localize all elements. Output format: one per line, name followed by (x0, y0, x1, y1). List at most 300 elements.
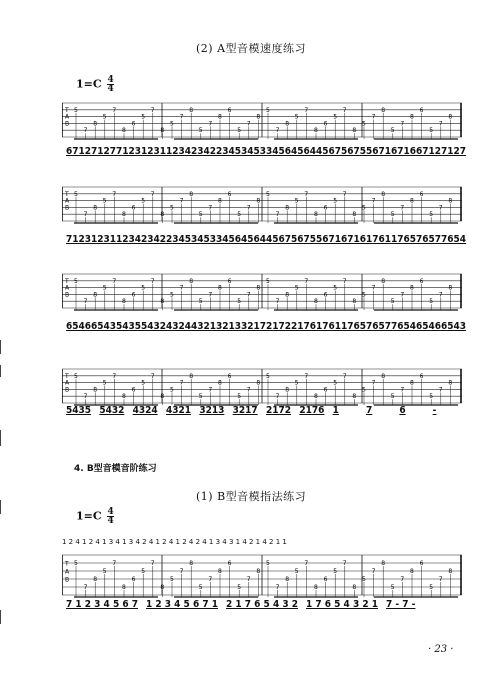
fret-number: 6 (131, 291, 136, 299)
fret-number: 8 (314, 393, 318, 401)
fret-number: 7 (83, 298, 88, 306)
fret-number: 7 (400, 386, 405, 394)
notation-group: 7657 (416, 234, 442, 245)
fret-number: 5 (362, 120, 366, 128)
fret-number: 8 (160, 211, 165, 219)
fret-number: 6 (323, 576, 328, 583)
fret-number: 5 (333, 284, 338, 292)
fret-number: 8 (122, 393, 126, 401)
fret-number: 7 (371, 284, 376, 292)
notation-group: 3213 (199, 405, 225, 416)
fret-number: 8 (285, 576, 290, 583)
fret-number: 5 (362, 291, 366, 299)
key-signature (76, 508, 114, 525)
fret-number: 7 (83, 393, 88, 401)
notation-group: 6546 (66, 321, 92, 332)
fret-number: 8 (256, 568, 261, 575)
fret-number: 5 (170, 386, 174, 394)
fret-number: 8 (448, 568, 453, 575)
fret-number: 5 (102, 568, 107, 575)
fret-number: 7 (246, 204, 251, 212)
notation-group: 6 (399, 405, 406, 416)
fret-number: 7 (371, 113, 376, 121)
fret-number: 7 (246, 386, 251, 394)
tab-staff-svg (62, 366, 462, 406)
fret-number: 5 (170, 291, 174, 299)
fret-number: 8 (218, 568, 222, 575)
fret-number: 7 (150, 106, 155, 114)
fret-number: 5 (102, 284, 107, 292)
tab-clef: A (65, 113, 70, 121)
fret-number: 7 (304, 560, 309, 567)
fret-number: 8 (93, 386, 98, 394)
fret-number: 8 (381, 106, 386, 114)
notation-group: 3456 (266, 146, 292, 157)
fret-number: 8 (122, 584, 126, 591)
fret-number: 7 (275, 393, 280, 401)
fret-number: 5 (429, 584, 434, 591)
fret-number: 7 (400, 576, 405, 583)
fret-number: 5 (333, 197, 338, 205)
fret-number: 8 (285, 291, 290, 299)
fret-number: 5 (198, 393, 203, 401)
fret-number: 8 (93, 576, 98, 583)
tab-clef: T (65, 190, 69, 198)
fret-number: 8 (160, 393, 165, 401)
fret-number: 5 (141, 568, 146, 575)
fret-number: 7 (179, 379, 184, 387)
fret-number: 6 (227, 190, 232, 198)
fret-number: 5 (390, 393, 395, 401)
notation-group: 1 7 6 5 4 3 2 1 (306, 599, 378, 610)
tab-clef: B (65, 291, 70, 299)
fret-number: 7 (150, 560, 155, 567)
fret-number: 5 (141, 197, 146, 205)
fret-number: 5 (294, 284, 299, 292)
fret-number: 8 (285, 204, 290, 212)
notation-group: 1761 (316, 321, 342, 332)
notation-row-1 (62, 146, 467, 164)
fret-number: 7 (275, 298, 280, 306)
fret-number: 7 (304, 190, 309, 198)
fret-number: 5 (170, 204, 174, 212)
fret-number: 8 (122, 127, 126, 135)
fret-number: 7 (246, 576, 251, 583)
fret-number: 8 (314, 127, 318, 135)
fret-number: 7 (112, 372, 117, 380)
notation-group: 7127 (441, 146, 467, 157)
fret-number: 7 (112, 106, 117, 114)
notation-group: 5675 (341, 146, 367, 157)
fret-number: 7 (400, 120, 405, 128)
notation-group: 5435 (116, 321, 142, 332)
fret-number: 7 (150, 190, 155, 198)
fret-number: 5 (294, 379, 299, 387)
fret-number: 7 (438, 386, 443, 394)
fret-number: 8 (189, 372, 194, 380)
fret-number: 7 (83, 127, 88, 135)
fret-number: 8 (160, 298, 165, 306)
notation-group: 3456 (216, 234, 242, 245)
fret-number: 7 (438, 204, 443, 212)
notation-group: - (432, 405, 437, 416)
notation-group: 5675 (291, 234, 317, 245)
tab-clef: A (65, 379, 70, 387)
tab-staff-4 (62, 366, 462, 406)
notation-group: 3453 (191, 234, 217, 245)
fret-number: 8 (314, 298, 318, 306)
notation-group: 5432 (99, 405, 125, 416)
key-label: 1=C (76, 509, 102, 523)
fret-number: 5 (102, 197, 107, 205)
fret-number: 8 (448, 284, 453, 292)
fret-number: 5 (294, 113, 299, 121)
fret-number: 5 (198, 127, 203, 135)
notation-group: 5435 (66, 405, 92, 416)
tab-clef: B (65, 386, 70, 394)
fret-number: 7 (112, 277, 117, 285)
tab-clef: A (65, 568, 70, 576)
tab-clef: B (65, 120, 70, 128)
notation-group: 4564 (291, 146, 317, 157)
notation-group: 2342 (191, 146, 217, 157)
fret-number: 6 (419, 372, 424, 380)
fret-number: 5 (333, 113, 338, 121)
notation-group: 5432 (141, 321, 167, 332)
tab-clef: T (65, 372, 69, 380)
scan-mark (0, 500, 1, 514)
fret-number: 7 (400, 204, 405, 212)
notation-group: 6716 (391, 146, 417, 157)
tab-clef: A (65, 197, 70, 205)
fret-number: 7 (438, 291, 443, 299)
fret-number: 5 (237, 127, 242, 135)
notation-group: 1231 (141, 146, 167, 157)
notation-group: 4567 (316, 146, 342, 157)
fret-number: 6 (227, 372, 232, 380)
fret-number: 5 (266, 277, 270, 285)
notation-group: 1234 (166, 146, 192, 157)
notation-group: 7 - 7 - (386, 599, 416, 610)
tab-clef: T (65, 106, 69, 114)
fret-number: 8 (410, 568, 414, 575)
fret-number: 8 (160, 584, 165, 591)
notation-group: 4564 (241, 234, 267, 245)
fret-number: 6 (227, 106, 232, 114)
fret-number: 8 (122, 211, 126, 219)
fret-number: 7 (83, 211, 88, 219)
fret-number: 5 (74, 190, 78, 198)
notation-row-3 (62, 321, 467, 339)
notation-group: 1765 (341, 321, 367, 332)
fret-number: 8 (189, 190, 194, 198)
fret-number: 8 (448, 113, 453, 121)
fret-number: 7 (304, 277, 309, 285)
fret-number: 7 (342, 190, 347, 198)
fret-number: 5 (237, 298, 242, 306)
notation-group: 2345 (216, 146, 242, 157)
notation-group: 1 (332, 405, 339, 416)
fret-number: 8 (352, 127, 357, 135)
fret-number: 5 (429, 393, 434, 401)
notation-group: 6543 (441, 321, 467, 332)
fret-number: 6 (323, 120, 328, 128)
notation-group: 7654 (391, 321, 417, 332)
notation-group: 1234 (116, 234, 142, 245)
notation-group: 4567 (266, 234, 292, 245)
tab-clef: A (65, 284, 70, 292)
fret-number: 5 (141, 284, 146, 292)
fret-number: 7 (275, 211, 280, 219)
fret-number: 5 (429, 211, 434, 219)
fret-number: 7 (371, 197, 376, 205)
fret-number: 7 (371, 379, 376, 387)
notation-group: 7127 (91, 146, 117, 157)
fret-number: 8 (218, 284, 222, 292)
fret-number: 8 (410, 197, 414, 205)
fret-number: 5 (237, 393, 242, 401)
fret-number: 8 (314, 584, 318, 591)
fret-number: 8 (122, 298, 126, 306)
scan-mark (0, 610, 1, 624)
tab-staff-5 (62, 552, 462, 598)
scan-mark (0, 340, 1, 354)
fret-number: 8 (189, 106, 194, 114)
fret-number: 7 (112, 560, 117, 567)
fret-number: 8 (160, 127, 165, 135)
notation-group: 4321 (191, 321, 217, 332)
fret-number: 8 (285, 120, 290, 128)
fret-number: 7 (400, 291, 405, 299)
fret-number: 7 (342, 372, 347, 380)
fret-number: 5 (102, 113, 107, 121)
notation-group: 7657 (366, 321, 392, 332)
notation-group: 1761 (366, 234, 392, 245)
fret-number: 7 (275, 584, 280, 591)
tab-clef: B (65, 204, 70, 212)
notation-group: 7 1 2 3 4 5 6 7 (66, 599, 138, 610)
fret-number: 8 (189, 560, 194, 567)
fret-number: 8 (448, 197, 453, 205)
notation-row-5 (62, 599, 462, 617)
fret-number: 7 (304, 106, 309, 114)
section-title: 4. B型音模音阶练习 (74, 464, 157, 474)
fret-number: 7 (179, 284, 184, 292)
fret-number: 5 (141, 113, 146, 121)
fret-number: 8 (410, 284, 414, 292)
fret-number: 7 (179, 197, 184, 205)
fret-number: 8 (410, 379, 414, 387)
notation-group: 2176 (291, 321, 317, 332)
notation-group: 4324 (132, 405, 158, 416)
fret-number: 5 (333, 568, 338, 575)
notation-group: 3217 (232, 405, 258, 416)
fret-number: 5 (170, 120, 174, 128)
notation-group: 2342 (141, 234, 167, 245)
tab-clef: T (65, 277, 69, 285)
fret-number: 6 (323, 291, 328, 299)
fret-number: 8 (410, 113, 414, 121)
page-number: · 23 · (428, 644, 454, 655)
notation-group: 1765 (391, 234, 417, 245)
fret-number: 7 (342, 277, 347, 285)
fret-number: 7 (246, 120, 251, 128)
fret-number: 6 (131, 386, 136, 394)
fret-number: 5 (74, 372, 78, 380)
time-signature: $\frac{4}{4}$ (107, 507, 114, 526)
notation-group: 3213 (216, 321, 242, 332)
fret-number: 8 (256, 379, 261, 387)
fret-number: 5 (102, 379, 107, 387)
fret-number: 7 (112, 190, 117, 198)
notation-group: 3217 (241, 321, 267, 332)
notation-group: 4324 (166, 321, 192, 332)
fret-number: 7 (208, 576, 213, 583)
fret-number: 6 (419, 190, 424, 198)
tab-staff-svg (62, 184, 462, 224)
notation-group: 7654 (441, 234, 467, 245)
notation-group: 1 2 3 4 5 6 7 1 (146, 599, 218, 610)
notation-group: 6543 (91, 321, 117, 332)
fret-number: 5 (390, 298, 395, 306)
fret-number: 8 (381, 560, 386, 567)
fret-number: 8 (218, 113, 222, 121)
section-heading: (2) A型音模速度练习 (196, 42, 307, 55)
notation-group: 6712 (66, 146, 92, 157)
notation-group: 6546 (416, 321, 442, 332)
notation-group: 5671 (366, 146, 392, 157)
fret-number: 5 (266, 560, 270, 567)
fret-number: 6 (227, 560, 232, 567)
fret-number: 8 (381, 372, 386, 380)
fret-number: 7 (150, 372, 155, 380)
notation-group: 2172 (266, 405, 292, 416)
notation-group: 7123 (66, 234, 92, 245)
fret-number: 7 (179, 568, 184, 575)
fret-number: 8 (448, 379, 453, 387)
fret-number: 5 (429, 298, 434, 306)
fret-number: 8 (352, 298, 357, 306)
fret-number: 5 (362, 204, 366, 212)
fret-number: 7 (83, 584, 88, 591)
fret-number: 5 (294, 197, 299, 205)
tab-clef: T (65, 560, 69, 568)
tab-staff-svg (62, 552, 462, 598)
fret-number: 5 (237, 584, 242, 591)
fret-number: 6 (131, 576, 136, 583)
fret-number: 5 (390, 211, 395, 219)
notation-row-4 (62, 405, 462, 423)
fret-number: 6 (323, 204, 328, 212)
notation-group: 2 1 7 6 5 4 3 2 (226, 599, 298, 610)
tab-staff-svg (62, 100, 462, 140)
fret-number: 5 (74, 106, 78, 114)
fret-number: 5 (390, 127, 395, 135)
time-signature: $\frac{4}{4}$ (107, 75, 114, 94)
fret-number: 7 (304, 372, 309, 380)
fret-number: 7 (342, 560, 347, 567)
notation-group: 5671 (316, 234, 342, 245)
fret-number: 5 (266, 106, 270, 114)
fret-number: 8 (352, 584, 357, 591)
notation-group: 7 (366, 405, 373, 416)
notation-group: 1231 (91, 234, 117, 245)
fret-number: 8 (256, 113, 261, 121)
tab-staff-3 (62, 271, 462, 311)
fret-number: 7 (150, 277, 155, 285)
fret-number: 5 (74, 277, 78, 285)
fret-number: 7 (342, 106, 347, 114)
tab-clef: B (65, 576, 70, 584)
fret-number: 5 (198, 298, 203, 306)
fret-number: 8 (285, 386, 290, 394)
fret-number: 6 (419, 560, 424, 567)
fret-number: 5 (141, 379, 146, 387)
fret-number: 7 (438, 576, 443, 583)
fret-number: 8 (381, 190, 386, 198)
fret-number: 5 (266, 190, 270, 198)
fret-number: 6 (227, 277, 232, 285)
fret-number: 8 (256, 197, 261, 205)
fret-number: 5 (390, 584, 395, 591)
notation-group: 3453 (241, 146, 267, 157)
fingering-row: 1 2 4 1 2 4 1 3 4 1 3 4 2 4 1 2 4 1 2 4 2 4 1 3 4 3 1 4 2 1 4 2 1 1 (62, 538, 287, 546)
fret-number: 7 (179, 113, 184, 121)
key-signature (76, 76, 114, 93)
notation-row-2 (62, 234, 467, 252)
fret-number: 8 (218, 197, 222, 205)
fret-number: 6 (131, 120, 136, 128)
fret-number: 7 (246, 291, 251, 299)
key-label: 1=C (76, 77, 102, 91)
fret-number: 7 (275, 127, 280, 135)
fret-number: 6 (419, 106, 424, 114)
fret-number: 5 (333, 379, 338, 387)
notation-group: 2172 (266, 321, 292, 332)
notation-group: 6716 (341, 234, 367, 245)
fret-number: 8 (352, 211, 357, 219)
fret-number: 5 (198, 584, 203, 591)
fret-number: 5 (294, 568, 299, 575)
fret-number: 8 (352, 393, 357, 401)
notation-group: 7123 (116, 146, 142, 157)
fret-number: 5 (237, 211, 242, 219)
notation-group: 2176 (299, 405, 325, 416)
fret-number: 8 (256, 284, 261, 292)
fret-number: 8 (93, 204, 98, 212)
fret-number: 8 (189, 277, 194, 285)
fret-number: 7 (208, 120, 213, 128)
tab-staff-2 (62, 184, 462, 224)
notation-group: 6712 (416, 146, 442, 157)
fret-number: 5 (74, 560, 78, 567)
fret-number: 7 (208, 386, 213, 394)
notation-group: 4321 (166, 405, 192, 416)
fret-number: 5 (362, 576, 366, 583)
fret-number: 5 (429, 127, 434, 135)
fret-number: 8 (381, 277, 386, 285)
tab-staff-1 (62, 100, 462, 140)
tab-staff-svg (62, 271, 462, 311)
fret-number: 8 (218, 379, 222, 387)
fret-number: 8 (93, 291, 98, 299)
fret-number: 5 (362, 386, 366, 394)
fret-number: 7 (438, 120, 443, 128)
exercise-heading: (1) B型音模指法练习 (196, 490, 307, 503)
fret-number: 5 (198, 211, 203, 219)
scan-mark (0, 365, 1, 377)
fret-number: 6 (131, 204, 136, 212)
